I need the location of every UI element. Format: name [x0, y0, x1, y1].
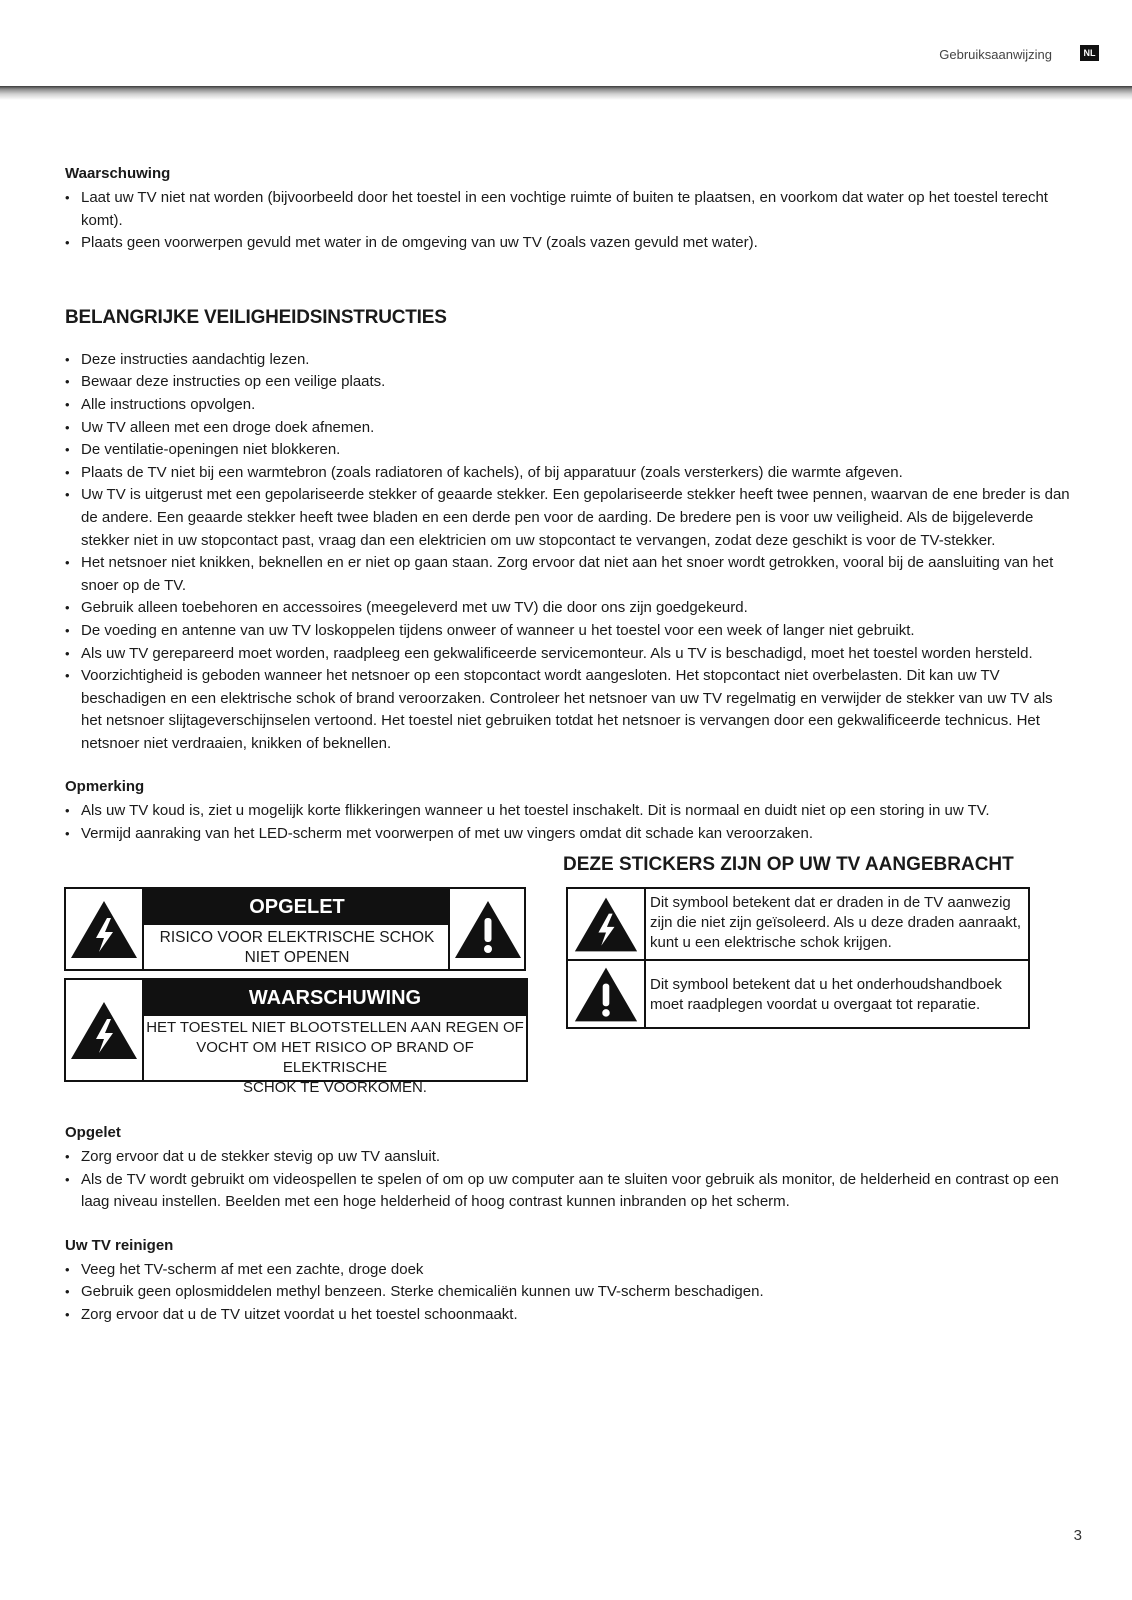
- lower-content: [65, 1121, 1075, 1327]
- list-item: • Uw TV is uitgerust met een gepolariseerde stekker of geaarde stekker. Een gepolariseerde stekker heeft twee pennen, waarvan de ene breder is dan de andere. Een geaarde stekker heeft twee bladen en een derde pen voor de aarding. De bredere pen is voor uw veiligheid. Als de bijgeleverde stekker niet in uw stopcontact past, vraag dan een elektricien om uw stopcontact te vervangen, zodat deze geschikt is voor de TV-stekker.: [65, 484, 1075, 552]
- caution-section: [65, 1121, 1075, 1214]
- page-number: 3: [1073, 1527, 1082, 1544]
- warning-box-center: [142, 980, 526, 1096]
- warning-box: [64, 978, 528, 1096]
- caution-heading: Opgelet: [65, 1124, 121, 1141]
- caution-box-title: OPGELET: [144, 889, 450, 925]
- warning-box-line: HET TOESTEL NIET BLOOTSTELLEN AAN REGEN OF: [146, 1019, 524, 1036]
- list-item: • De voeding en antenne van uw TV loskoppelen tijdens onweer of wanneer u het toestel voor een week of langer niet gebruikt.: [65, 620, 1075, 643]
- safety-heading: BELANGRIJKE VEILIGHEIDSINSTRUCTIES: [65, 306, 447, 328]
- list-item: • Gebruik alleen toebehoren en accessoires (meegeleverd met uw TV) die door ons zijn goedgekeurd.: [65, 597, 1075, 620]
- sticker-row: [568, 889, 1028, 961]
- lightning-triangle-icon: [568, 889, 646, 959]
- list-item: • Veeg het TV-scherm af met een zachte, droge doek: [65, 1259, 1075, 1282]
- list-item: • Deze instructies aandachtig lezen.: [65, 349, 1075, 372]
- main-content: [65, 162, 1075, 846]
- list-item: • Als uw TV koud is, ziet u mogelijk korte flikkeringen wanneer u het toestel inschakelt. Dit is normaal en duidt niet op een storing in uw TV.: [65, 800, 1075, 823]
- warning-section: [65, 162, 1075, 255]
- caution-box-text: [144, 925, 450, 968]
- list-item: • Laat uw TV niet nat worden (bijvoorbeeld door het toestel in een vochtige ruimte of buiten te plaatsen, en voorkom dat water op het toestel terecht komt).: [65, 187, 1075, 232]
- list-item: • Voorzichtigheid is geboden wanneer het netsnoer op een stopcontact wordt aangesloten. Het stopcontact niet overbelasten. Dit kan uw TV beschadigen en een elektrische schok of brand veroorzaken. Controleer het netsnoer van uw TV regelmatig en verwijder de stekker van uw TV als het netsnoer slijtageverschijnselen vertoond. Het toestel niet gebruiken totdat het netsnoer is vervangen door een gekwalificeerde technicus. Het netsnoer niet verdraaien, knikken of beknellen.: [65, 665, 1075, 755]
- list-item: • Alle instructions opvolgen.: [65, 394, 1075, 417]
- language-badge: NL: [1080, 45, 1099, 61]
- note-heading: Opmerking: [65, 778, 145, 796]
- warning-box-line: SCHOK TE VOORKOMEN.: [243, 1079, 427, 1096]
- list-item: • Zorg ervoor dat u de stekker stevig op uw TV aansluit.: [65, 1146, 1075, 1169]
- list-item: • De ventilatie-openingen niet blokkeren.: [65, 439, 1075, 462]
- safety-section: [65, 304, 1075, 756]
- caution-box: [64, 887, 526, 971]
- list-item: • Vermijd aanraking van het LED-scherm met voorwerpen of met uw vingers omdat dit schade kan veroorzaken.: [65, 823, 1075, 846]
- stickers-heading: DEZE STICKERS ZIJN OP UW TV AANGEBRACHT: [563, 854, 1014, 875]
- warning-box-text: [144, 1016, 526, 1098]
- sticker-description: Dit symbool betekent dat er draden in de TV aanwezig zijn die niet zijn geïsoleerd. Als u deze draden aanraakt, kunt u een elektrische schok krijgen.: [650, 894, 1022, 951]
- list-item: • Als uw TV gerepareerd moet worden, raadpleeg een gekwalificeerde servicemonteur. Als u TV is beschadigd, moet het toestel worden hersteld.: [65, 643, 1075, 666]
- header-bar: [0, 86, 1132, 100]
- stickers-table: [566, 887, 1030, 1029]
- warning-box-title: WAARSCHUWING: [144, 980, 526, 1016]
- list-item: • Als de TV wordt gebruikt om videospellen te spelen of om op uw computer aan te sluiten voor gebruik als monitor, de helderheid en contrast op een laag niveau instellen. Beelden met een hoge helderheid of hoog contrast kunnen inbranden op het scherm.: [65, 1169, 1075, 1214]
- note-list: [65, 800, 1075, 845]
- cleaning-section: [65, 1234, 1075, 1327]
- warning-list: [65, 187, 1075, 255]
- sticker-description: Dit symbool betekent dat u het onderhoudshandboek moet raadplegen voordat u overgaat tot reparatie.: [650, 976, 1002, 1013]
- list-item: • Bewaar deze instructies op een veilige plaats.: [65, 371, 1075, 394]
- cleaning-heading: Uw TV reinigen: [65, 1236, 174, 1254]
- safety-list: [65, 349, 1075, 756]
- warning-heading: Waarschuwing: [65, 165, 171, 182]
- list-item: • Plaats de TV niet bij een warmtebron (zoals radiatoren of kachels), of bij apparatuur (zoals versterkers) die warmte afgeven.: [65, 462, 1075, 485]
- header-title: Gebruiksaanwijzing: [939, 47, 1052, 62]
- list-item: • Het netsnoer niet knikken, beknellen en er niet op gaan staan. Zorg ervoor dat niet aan het snoer wordt getrokken, vooral bij de aansluiting van het snoer op de TV.: [65, 552, 1075, 597]
- exclamation-triangle-icon: [448, 889, 526, 969]
- list-item: • Gebruik geen oplosmiddelen methyl benzeen. Sterke chemicaliën kunnen uw TV-scherm beschadigen.: [65, 1281, 1075, 1304]
- caution-box-center: [142, 889, 450, 969]
- caution-box-line: RISICO VOOR ELEKTRISCHE SCHOK: [159, 929, 435, 946]
- note-section: [65, 775, 1075, 845]
- warning-box-line: VOCHT OM HET RISICO OP BRAND OF ELEKTRISCHE: [196, 1039, 474, 1076]
- list-item: • Uw TV alleen met een droge doek afnemen.: [65, 417, 1075, 440]
- lightning-triangle-icon: [66, 889, 142, 969]
- cleaning-list: [65, 1259, 1075, 1327]
- caution-box-line: NIET OPENEN: [244, 949, 350, 966]
- caution-list: [65, 1146, 1075, 1214]
- exclamation-triangle-icon: [568, 961, 646, 1027]
- sticker-row: [568, 961, 1028, 1027]
- page-header: [0, 0, 1132, 100]
- list-item: • Plaats geen voorwerpen gevuld met water in de omgeving van uw TV (zoals vazen gevuld met water).: [65, 232, 1075, 255]
- lightning-triangle-icon: [66, 980, 142, 1080]
- list-item: • Zorg ervoor dat u de TV uitzet voordat u het toestel schoonmaakt.: [65, 1304, 1075, 1327]
